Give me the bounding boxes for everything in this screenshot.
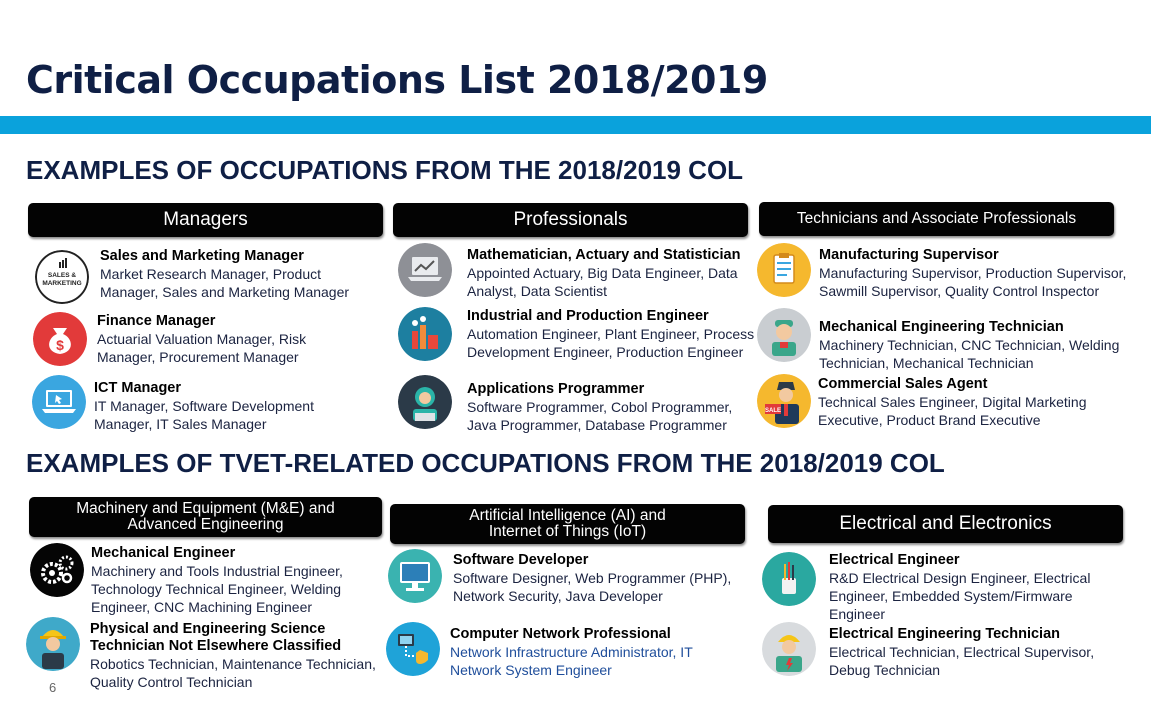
occupation-name: Sales and Marketing Manager bbox=[100, 248, 304, 264]
occupation-desc: Electrical Technician, Electrical Supervisor, Debug Technician bbox=[829, 644, 1095, 678]
occupation-desc: IT Manager, Software Development Manager, IT Sales Manager bbox=[94, 398, 314, 432]
occupation-desc: Machinery Technician, CNC Technician, Welding Technician, Mechanical Technician bbox=[819, 337, 1120, 371]
occupation-industrial-engineer bbox=[467, 308, 757, 361]
header-line: Advanced Engineering bbox=[127, 516, 284, 533]
header-technicians: Technicians and Associate Professionals bbox=[759, 202, 1114, 236]
header-professionals: Professionals bbox=[393, 203, 748, 237]
occupation-physical-engineering-technician bbox=[90, 621, 380, 691]
gears-icon bbox=[30, 543, 84, 597]
occupation-name: Electrical Engineering Technician bbox=[829, 626, 1060, 642]
occupation-name: Mechanical Engineering Technician bbox=[819, 319, 1064, 335]
occupation-electrical-technician bbox=[829, 626, 1129, 679]
occupation-desc: Automation Engineer, Plant Engineer, Process Development Engineer, Production Engineer bbox=[467, 326, 755, 360]
occupation-name: Applications Programmer bbox=[467, 381, 645, 397]
occupation-desc: Software Designer, Web Programmer (PHP), Network Security, Java Developer bbox=[453, 570, 732, 604]
occupation-name: Mechanical Engineer bbox=[91, 545, 236, 561]
header-managers: Managers bbox=[28, 203, 383, 237]
network-icon bbox=[386, 622, 440, 676]
programmer-icon bbox=[398, 375, 452, 429]
header-machinery-equipment bbox=[29, 497, 382, 537]
occupation-name: Manufacturing Supervisor bbox=[819, 247, 999, 263]
occupation-mechanical-technician bbox=[819, 319, 1129, 372]
occupation-name-line1: Physical and Engineering Science bbox=[90, 621, 326, 637]
occupation-name: ICT Manager bbox=[94, 380, 182, 396]
laptop-icon bbox=[32, 375, 86, 429]
occupation-network-professional bbox=[450, 626, 735, 679]
engineer-helmet-icon bbox=[26, 617, 80, 671]
mechanic-icon bbox=[757, 308, 811, 362]
occupation-desc: Actuarial Valuation Manager, Risk Manager, Procurement Manager bbox=[97, 331, 307, 365]
header-line: Internet of Things (IoT) bbox=[488, 523, 647, 540]
occupation-mechanical-engineer bbox=[91, 545, 371, 616]
occupation-electrical-engineer bbox=[829, 552, 1129, 623]
section-heading-col: EXAMPLES OF OCCUPATIONS FROM THE 2018/2019 COL bbox=[26, 155, 744, 185]
occupation-name: Mathematician, Actuary and Statistician bbox=[467, 247, 741, 263]
header-line: Artificial Intelligence (AI) and bbox=[469, 506, 666, 524]
factory-icon bbox=[398, 307, 452, 361]
svg-text:SALE: SALE bbox=[764, 408, 782, 414]
svg-text:$: $ bbox=[56, 337, 64, 353]
occupation-software-developer bbox=[453, 552, 738, 605]
occupation-name: Software Developer bbox=[453, 552, 589, 568]
page-number: 6 bbox=[49, 680, 57, 695]
occupation-desc: Network Infrastructure Administrator, IT Network System Engineer bbox=[450, 644, 693, 678]
header-ai-iot bbox=[390, 504, 745, 544]
chart-laptop-icon bbox=[398, 243, 452, 297]
occupation-name: Commercial Sales Agent bbox=[818, 376, 988, 392]
occupation-desc: Market Research Manager, Product Manager, Sales and Marketing Manager bbox=[100, 266, 350, 300]
occupation-sales-marketing-manager bbox=[100, 248, 375, 301]
occupation-commercial-sales-agent bbox=[818, 376, 1128, 429]
sales-agent-icon bbox=[757, 374, 811, 428]
sales-icon-text-1: SALES & bbox=[47, 272, 77, 279]
occupation-desc: Robotics Technician, Maintenance Technician, Quality Control Technician bbox=[90, 656, 376, 690]
occupation-desc: Machinery and Tools Industrial Engineer, Technology Technical Engineer, Welding Engineer, CNC Machining Engineer bbox=[91, 563, 343, 615]
sales-marketing-icon bbox=[35, 250, 89, 304]
occupation-name: Industrial and Production Engineer bbox=[467, 308, 709, 324]
monitor-icon bbox=[388, 549, 442, 603]
section-heading-tvet: EXAMPLES OF TVET-RELATED OCCUPATIONS FROM THE 2018/2019 COL bbox=[26, 448, 945, 478]
occupation-desc: Appointed Actuary, Big Data Engineer, Data Analyst, Data Scientist bbox=[467, 265, 738, 299]
occupation-name: Finance Manager bbox=[97, 313, 216, 329]
electrician-icon bbox=[762, 622, 816, 676]
occupation-ict-manager bbox=[94, 380, 364, 433]
clipboard-icon bbox=[757, 243, 811, 297]
occupation-desc: R&D Electrical Design Engineer, Electrical Engineer, Embedded System/Firmware Engineer bbox=[829, 570, 1091, 622]
sales-icon-text-2: MARKETING bbox=[42, 280, 82, 287]
occupation-desc: Technical Sales Engineer, Digital Marketing Executive, Product Brand Executive bbox=[818, 394, 1087, 428]
occupation-desc: Manufacturing Supervisor, Production Supervisor, Sawmill Supervisor, Quality Control Inspector bbox=[819, 265, 1127, 299]
occupation-name-line2: Technician Not Elsewhere Classified bbox=[90, 638, 342, 654]
tools-cup-icon bbox=[762, 552, 816, 606]
money-bag-icon bbox=[33, 312, 87, 366]
occupation-applications-programmer bbox=[467, 381, 757, 434]
occupation-desc: Software Programmer, Cobol Programmer, Java Programmer, Database Programmer bbox=[467, 399, 733, 433]
header-electrical-electronics: Electrical and Electronics bbox=[768, 505, 1123, 543]
occupation-manufacturing-supervisor bbox=[819, 247, 1134, 300]
accent-band bbox=[0, 116, 1151, 134]
occupation-mathematician bbox=[467, 247, 752, 300]
header-line: Machinery and Equipment (M&E) and bbox=[76, 499, 335, 517]
occupation-name: Electrical Engineer bbox=[829, 552, 960, 568]
occupation-name: Computer Network Professional bbox=[450, 626, 671, 642]
page-title: Critical Occupations List 2018/2019 bbox=[26, 58, 768, 102]
occupation-finance-manager bbox=[97, 313, 362, 366]
